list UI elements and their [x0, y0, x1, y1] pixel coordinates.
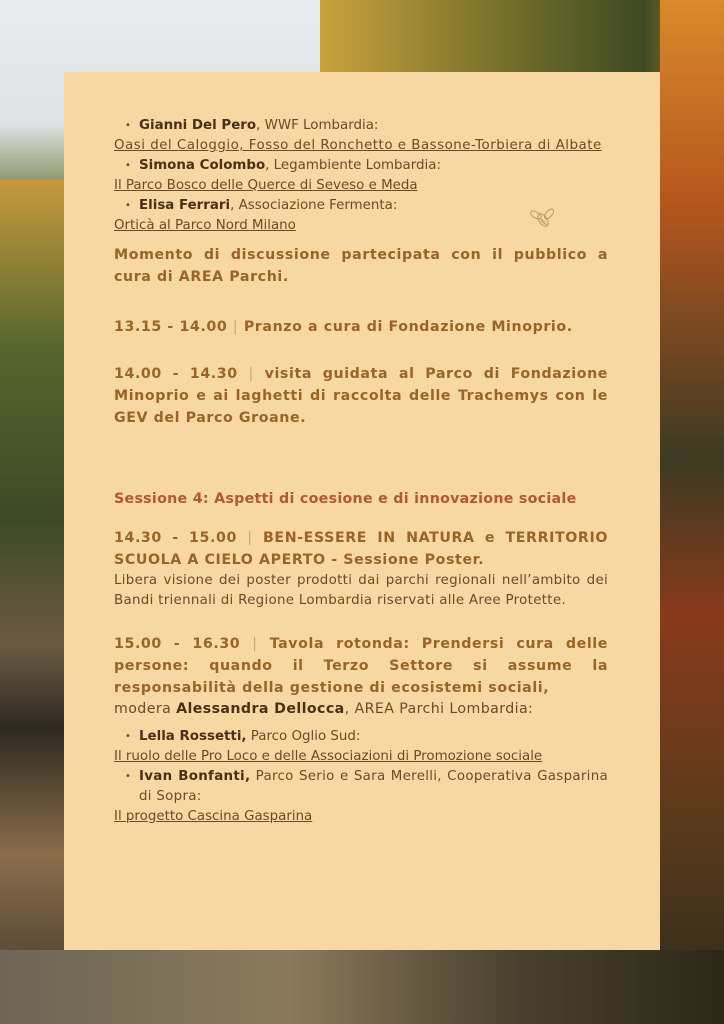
speaker-name: Elisa Ferrari — [139, 198, 231, 213]
program-content — [114, 116, 608, 827]
speaker-name: Ivan Bonfanti, — [139, 769, 251, 784]
speaker-affiliation: Parco Serio e Sara Merelli, Cooperativa Gasparina di Sopra: — [139, 769, 608, 804]
speaker-affiliation: , WWF Lombardia: — [256, 118, 379, 133]
lunch-time: 13.15 - 14.00 — [114, 319, 228, 335]
speaker-name: Gianni Del Pero — [139, 118, 257, 133]
moderator-affiliation: , AREA Parchi Lombardia: — [344, 701, 534, 717]
speaker-item — [114, 767, 608, 807]
talk-link[interactable]: Il Parco Bosco delle Querce di Seveso e Meda — [114, 178, 418, 193]
speaker-item — [114, 116, 608, 136]
roundtable-item: 15.00 - 16.30 | Tavola rotonda: Prendersi cura delle persone: quando il Terzo Settore si assume la responsabilità della gestione di ecosistemi sociali, — [114, 636, 608, 696]
talk-link[interactable]: Il progetto Cascina Gasparina — [114, 809, 313, 824]
poster-time: 14.30 - 15.00 — [114, 530, 237, 546]
poster-description: Libera visione dei poster prodotti dai parchi regionali nell’ambito dei Bandi triennali di Regione Lombardia riservati alle Aree Protette. — [114, 573, 608, 608]
speaker-affiliation: , Legambiente Lombardia: — [265, 158, 441, 173]
poster-title: BEN-ESSERE IN NATURA e TERRITORIO SCUOLA A CIELO APERTO - Sessione Poster. — [114, 530, 608, 568]
speaker-name: Simona Colombo — [139, 158, 266, 173]
program-panel — [64, 72, 660, 950]
speaker-name: Lella Rossetti, — [139, 729, 247, 744]
background-photo-right — [660, 0, 724, 1024]
poster-item: 14.30 - 15.00 | BEN-ESSERE IN NATURA e TERRITORIO SCUOLA A CIELO APERTO - Sessione Poster. — [114, 530, 608, 568]
roundtable-title: Tavola rotonda: Prendersi cura delle persone: quando il Terzo Settore si assume la responsabilità della gestione di ecosistemi sociali, — [114, 636, 608, 696]
speaker-affiliation: Parco Oglio Sud: — [246, 729, 361, 744]
lunch-item: 13.15 - 14.00 | Pranzo a cura di Fondazione Minoprio. — [114, 319, 573, 335]
talk-link[interactable]: Oasi del Caloggio, Fosso del Ronchetto e Bassone-Torbiera di Albate — [114, 138, 602, 153]
talk-link[interactable]: Orticà al Parco Nord Milano — [114, 218, 296, 233]
moderator-prefix: modera — [114, 701, 177, 717]
visit-time: 14.00 - 14.30 — [114, 366, 238, 382]
background-photo-left — [0, 180, 64, 1024]
talk-link[interactable]: Il ruolo delle Pro Loco e delle Associazioni di Promozione sociale — [114, 749, 543, 764]
session-heading: Sessione 4: Aspetti di coesione e di innovazione sociale — [114, 491, 577, 507]
moderator-name: Alessandra Dellocca — [176, 701, 345, 717]
visit-item: 14.00 - 14.30 | visita guidata al Parco di Fondazione Minoprio e ai laghetti di raccolta delle Trachemys con le GEV del Parco Groane. — [114, 366, 608, 426]
moderator-line — [114, 699, 608, 719]
visit-text: visita guidata al Parco di Fondazione Minoprio e ai laghetti di raccolta delle Trachemys con le GEV del Parco Groane. — [114, 366, 608, 426]
roundtable-time: 15.00 - 16.30 — [114, 636, 241, 652]
background-photo-bottom — [0, 950, 724, 1024]
speaker-item — [114, 196, 608, 216]
discussion-note: Momento di discussione partecipata con il pubblico a cura di AREA Parchi. — [114, 247, 608, 285]
speaker-item — [114, 156, 608, 176]
speaker-item — [114, 727, 608, 747]
lunch-text: Pranzo a cura di Fondazione Minoprio. — [243, 319, 573, 335]
speaker-affiliation: , Associazione Fermenta: — [230, 198, 398, 213]
